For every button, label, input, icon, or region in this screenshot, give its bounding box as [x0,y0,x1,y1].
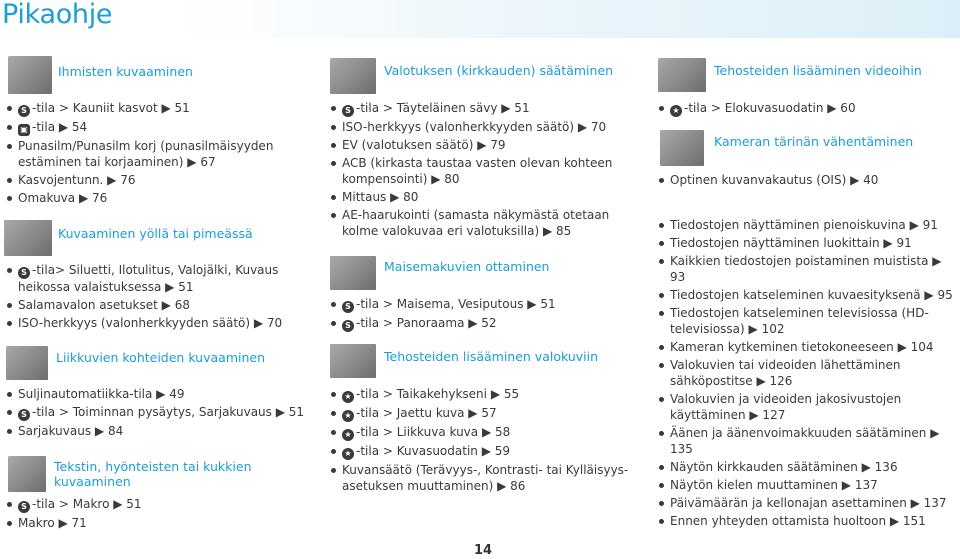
list-item [6,315,306,331]
list-item [658,477,958,493]
list-item [658,495,958,511]
list-item-text: -tila > Täyteläinen sävy ▶ 51 [356,101,530,115]
magic-plus-icon: ★ [670,105,682,117]
smart-mode-icon: S [342,301,354,313]
list-item [6,386,306,402]
list-item-text: Optinen kuvanvakautus (OIS) ▶ 40 [670,173,879,187]
list-item-text: Kasvojentunn. ▶ 76 [18,173,136,187]
list-item [6,100,306,117]
list-item-text: Kaikkien tiedostojen poistaminen muistista ▶ 93 [670,254,942,284]
list-item-text: -tila ▶ 54 [32,120,88,134]
list-item [330,119,630,135]
section-misc-list [658,217,958,531]
smart-mode-icon: S [18,267,30,279]
list-item-text: ACB (kirkasta taustaa vasten olevan kohteen kompensointi) ▶ 80 [342,156,613,186]
list-item [330,100,630,117]
list-item-text: Ennen yhteyden ottamista huoltoon ▶ 151 [670,514,926,528]
section-macro-header [8,456,308,492]
list-item [6,496,306,513]
list-item [330,405,630,422]
section-title: Liikkuvien kohteiden kuvaaminen [56,350,266,365]
list-item [6,190,306,206]
list-item-text: Näytön kirkkauden säätäminen ▶ 136 [670,460,898,474]
list-item [330,207,630,239]
section-motion-header [6,346,265,380]
list-item-text: Tiedostojen katseleminen televisiossa (HD-televisiossa) ▶ 102 [670,306,929,336]
magic-plus-icon: ★ [342,448,354,460]
list-item-text: -tila > Makro ▶ 51 [32,497,142,511]
list-item-text: Omakuva ▶ 76 [18,191,108,205]
list-item [658,425,958,457]
list-item-text: Äänen ja äänenvoimakkuuden säätäminen ▶ 135 [670,426,940,456]
list-item-text: Sarjakuvaus ▶ 84 [18,424,124,438]
list-item [658,513,958,529]
section-photo-effects-list [330,386,630,496]
magic-plus-icon: ★ [342,391,354,403]
list-item [6,297,306,313]
section-title: Valotuksen (kirkkauden) säätäminen [384,63,614,78]
list-item-text: -tila> Siluetti, Ilotulitus, Valojälki, Kuvaus heikossa valaistuksessa ▶ 51 [18,263,279,294]
effects-photo-icon [330,344,376,378]
list-item [330,315,630,332]
section-macro-list [6,496,306,533]
list-item-text: -tila > Kauniit kasvot ▶ 51 [32,101,190,115]
list-item [658,391,958,423]
list-item-text: Kameran kytkeminen tietokoneeseen ▶ 104 [670,340,934,354]
section-title: Kameran tärinän vähentäminen [714,134,914,149]
list-item-text: Mittaus ▶ 80 [342,190,419,204]
list-item-text: Tiedostojen katseleminen kuvaesityksenä ▶ 95 [670,288,953,302]
smart-mode-icon: S [342,105,354,117]
list-item-text: Valokuvien tai videoiden lähettäminen sähköpostitse ▶ 126 [670,358,901,388]
section-title: Tehosteiden lisääminen valokuviin [384,349,599,364]
list-item-text: AE-haarukointi (samasta näkymästä otetaan kolme valokuvaa eri valotuksilla) ▶ 85 [342,208,610,238]
list-item [6,515,306,531]
list-item [6,172,306,188]
list-item-text: Tiedostojen näyttäminen luokittain ▶ 91 [670,236,912,250]
list-item-text: -tila > Toiminnan pysäytys, Sarjakuvaus ▶ 51 [32,405,305,419]
scene-mode-icon: ▣ [18,124,30,136]
list-item-text: -tila > Taikakehykseni ▶ 55 [356,387,520,401]
list-item [330,189,630,205]
list-item-text: -tila > Elokuvasuodatin ▶ 60 [684,101,856,115]
section-title: Tehosteiden lisääminen videoihin [714,63,922,78]
section-landscape-header [330,256,550,290]
photographer-icon [660,130,704,166]
list-item-text: Valokuvien ja videoiden jakosivustojen käyttäminen ▶ 127 [670,392,902,422]
list-item [6,423,306,439]
section-title: Maisemakuvien ottaminen [384,259,550,274]
list-item [6,119,306,136]
list-item-text: ISO-herkkyys (valonherkkyyden säätö) ▶ 70 [18,316,283,330]
magic-plus-icon: ★ [342,410,354,422]
list-item-text: Päivämäärän ja kellonajan asettaminen ▶ 137 [670,496,947,510]
list-item [658,459,958,475]
list-item-text: Näytön kielen muuttaminen ▶ 137 [670,478,878,492]
list-item [658,217,958,233]
list-item [658,172,958,188]
list-item-text: -tila > Kuvasuodatin ▶ 59 [356,444,511,458]
section-shake-list [658,172,958,190]
section-video-effects-list [658,100,958,119]
section-shake-header [660,130,913,166]
snowboarder-icon [6,346,48,380]
bridge-landscape-icon [330,256,376,290]
list-item-text: Makro ▶ 71 [18,516,87,530]
page-title: Pikaohje [2,0,113,30]
list-item [658,100,958,117]
list-item [6,404,306,421]
list-item [330,424,630,441]
list-item [330,386,630,403]
section-photo-effects-header [330,344,598,378]
portrait-photo-icon [8,56,52,94]
smart-mode-icon: S [18,105,30,117]
list-item-text: Suljinautomatiikka-tila ▶ 49 [18,387,185,401]
smart-mode-icon: S [342,320,354,332]
smart-mode-icon: S [18,409,30,421]
list-item [658,235,958,251]
list-item-text: -tila > Panoraama ▶ 52 [356,316,497,330]
section-exposure-header [330,58,613,94]
section-motion-list [6,386,306,441]
smart-mode-icon: S [18,501,30,513]
list-item [658,253,958,285]
list-item [6,262,306,295]
section-title: Ihmisten kuvaaminen [58,64,193,79]
section-people-list [6,100,306,208]
list-item-text: -tila > Maisema, Vesiputous ▶ 51 [356,297,556,311]
list-item [658,357,958,389]
list-item-text: Tiedostojen näyttäminen pienoiskuvina ▶ 91 [670,218,938,232]
list-item [6,138,306,170]
list-item [330,462,630,494]
section-people-header [8,56,193,94]
page-number: 14 [474,543,493,558]
list-item [658,305,958,337]
couple-photo-icon [330,58,376,94]
flower-icon [8,456,46,492]
list-item-text: Punasilm/Punasilm korj (punasilmäisyyden estäminen tai korjaaminen) ▶ 67 [18,139,274,169]
section-video-effects-header [658,58,922,92]
section-title: Kuvaaminen yöllä tai pimeässä [58,226,253,241]
list-item [330,296,630,313]
list-item-text: ISO-herkkyys (valonherkkyyden säätö) ▶ 70 [342,120,607,134]
list-item-text: Salamavalon asetukset ▶ 68 [18,298,190,312]
list-item-text: EV (valotuksen säätö) ▶ 79 [342,138,506,152]
list-item-text: -tila > Liikkuva kuva ▶ 58 [356,425,511,439]
list-item [658,287,958,303]
list-item [658,339,958,355]
video-scene-icon [658,58,706,92]
list-item [330,137,630,153]
night-scene-icon [4,220,52,256]
section-title: Tekstin, hyönteisten tai kukkien kuvaaminen [54,459,252,489]
list-item-text: Kuvansäätö (Terävyys-, Kontrasti- tai Kylläisyys-asetuksen muuttaminen) ▶ 86 [342,463,629,493]
section-exposure-list [330,100,630,241]
list-item-text: -tila > Jaettu kuva ▶ 57 [356,406,497,420]
section-night-header [4,220,253,256]
section-landscape-list [330,296,630,334]
section-night-list [6,262,306,333]
list-item [330,155,630,187]
magic-plus-icon: ★ [342,429,354,441]
list-item [330,443,630,460]
page-header [0,0,960,38]
